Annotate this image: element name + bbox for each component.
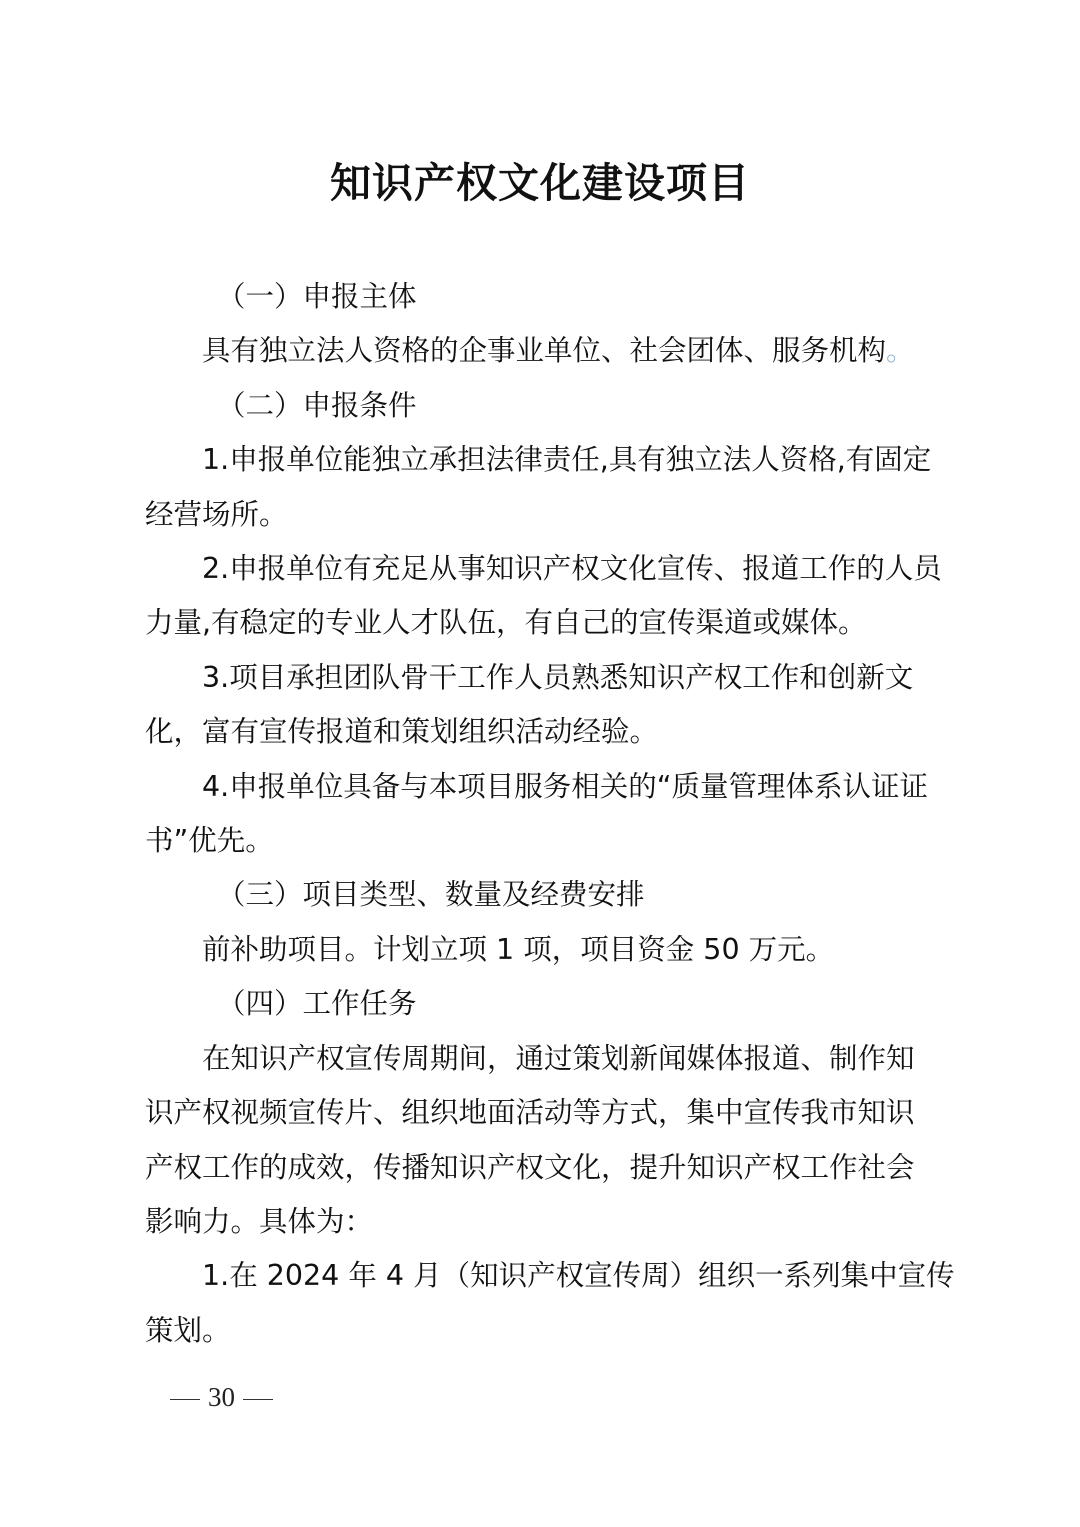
tasks-paragraph-line-1: 在知识产权宣传周期间，通过策划新闻媒体报道、制作知	[202, 1041, 915, 1075]
section-heading-tasks: （四）工作任务	[217, 987, 417, 1021]
applicant-text	[145, 324, 937, 378]
document-body	[145, 270, 955, 1358]
condition-1-line-2: 经营场所。	[145, 497, 288, 531]
tasks-paragraph-line-4: 影响力。具体为：	[145, 1204, 374, 1238]
project-type-text: 前补助项目。计划立项 1 项，项目资金 50 万元。	[202, 932, 835, 966]
condition-2-line-2: 力量,有稳定的专业人才队伍，有自己的宣传渠道或媒体。	[145, 606, 867, 640]
condition-3-line-2: 化，富有宣传报道和策划组织活动经验。	[145, 715, 659, 749]
task-1-line-2: 策划。	[145, 1313, 231, 1347]
footer-dash-left	[170, 1399, 200, 1400]
section-heading-project-type: （三）项目类型、数量及经费安排	[217, 878, 645, 912]
applicant-text-body: 具有独立法人资格的企事业单位、社会团体、服务机构	[202, 334, 887, 368]
applicant-text-period: 。	[886, 334, 915, 368]
tasks-paragraph-line-3: 产权工作的成效，传播知识产权文化，提升知识产权工作社会	[145, 1150, 915, 1184]
tasks-paragraph-line-2: 识产权视频宣传片、组织地面活动等方式，集中宣传我市知识	[145, 1096, 915, 1130]
document-title: 知识产权文化建设项目	[330, 159, 750, 207]
task-1-line-1: 1.在 2024 年 4 月（知识产权宣传周）组织一系列集中宣传	[202, 1259, 955, 1293]
condition-4-line-1: 4.申报单位具备与本项目服务相关的“质量管理体系认证证	[202, 769, 928, 803]
section-heading-conditions: （二）申报条件	[217, 388, 417, 422]
condition-2-line-1: 2.申报单位有充足从事知识产权文化宣传、报道工作的人员	[202, 552, 942, 586]
footer-dash-right	[243, 1399, 273, 1400]
section-heading-applicant: （一）申报主体	[217, 280, 417, 313]
condition-1-line-1: 1.申报单位能独立承担法律责任,具有独立法人资格,有固定	[202, 443, 932, 477]
condition-4-line-2: 书”优先。	[145, 824, 274, 858]
condition-3-line-1: 3.项目承担团队骨干工作人员熟悉知识产权工作和创新文	[202, 660, 914, 694]
page-number: 30	[208, 1382, 235, 1412]
page-footer	[162, 1377, 281, 1417]
